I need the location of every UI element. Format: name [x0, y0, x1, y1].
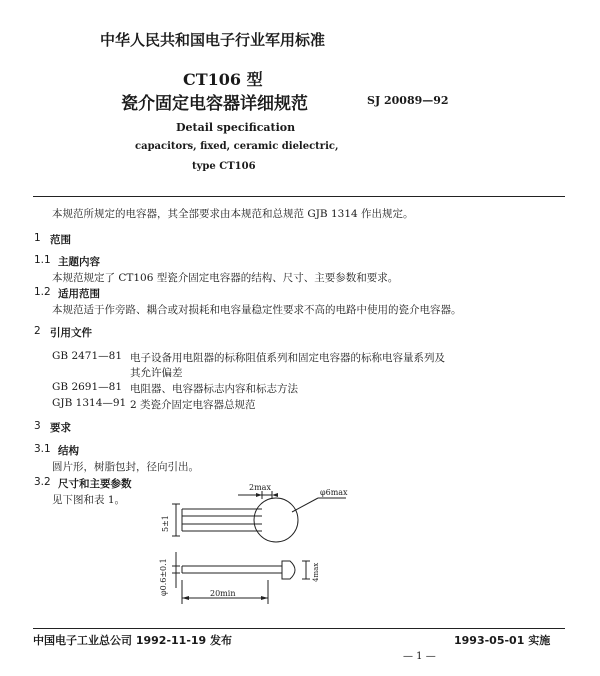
reference-code: GJB 1314—91	[52, 397, 127, 409]
reference-title: 电子设备用电阻器的标称阻值系列和固定电容器的标称电容量系列及	[130, 352, 445, 364]
section-1-number: 1	[34, 232, 41, 244]
dim-label-body-thickness: 4max	[312, 562, 320, 582]
dim-label-lead-length: 20min	[210, 589, 236, 598]
footer-rule	[33, 628, 565, 629]
issuing-agency: 中华人民共和国电子行业军用标准	[100, 31, 326, 49]
section-3-number: 3	[34, 420, 41, 432]
section-2-number: 2	[34, 325, 41, 337]
page-number: — 1 —	[403, 651, 436, 662]
document-title: 瓷介固定电容器详细规范	[121, 94, 308, 114]
dim-label-lead-spacing: 5±1	[161, 515, 170, 532]
issue-date: 中国电子工业总公司 1992-11-19 发布	[33, 634, 233, 647]
reference-title: 电阻器、电容器标志内容和标志方法	[130, 383, 298, 395]
dim-label-diameter: φ6max	[320, 488, 348, 497]
standard-number: SJ 20089—92	[367, 94, 449, 107]
reference-code: GB 2691—81	[52, 381, 123, 393]
dim-label-thickness: 2max	[249, 483, 271, 492]
dim-label-lead-diameter: φ0.6±0.1	[159, 558, 168, 596]
reference-title-cont: 其允许偏差	[130, 367, 183, 379]
section-3-2-body: 见下图和表 1。	[52, 494, 126, 506]
section-1-1-number: 1.1	[34, 254, 51, 266]
title-en-line3: type CT106	[192, 161, 256, 172]
reference-title: 2 类瓷介固定电容器总规范	[130, 399, 256, 411]
section-1-title: 范围	[50, 234, 71, 246]
section-3-1-body: 圆片形，树脂包封，径向引出。	[52, 461, 199, 473]
section-1-2-title: 适用范围	[58, 288, 100, 300]
section-1-2-body: 本规范适于作旁路、耦合或对损耗和电容量稳定性要求不高的电路中使用的瓷介电容器。	[52, 304, 462, 316]
effective-date: 1993-05-01 实施	[454, 634, 551, 647]
section-3-2-number: 3.2	[34, 476, 51, 488]
section-1-1-body: 本规范规定了 CT106 型瓷介固定电容器的结构、尺寸、主要参数和要求。	[52, 272, 399, 284]
title-en-line2: capacitors, fixed, ceramic dielectric,	[135, 141, 339, 152]
dim-leader-diameter	[292, 498, 318, 512]
capacitor-body-side	[282, 561, 295, 579]
section-3-title: 要求	[50, 422, 71, 434]
reference-code: GB 2471—81	[52, 350, 123, 362]
section-3-2-title: 尺寸和主要参数	[58, 478, 132, 490]
capacitor-disc-outline	[254, 498, 298, 542]
title-en-line1: Detail specification	[176, 121, 296, 134]
section-2-title: 引用文件	[50, 327, 92, 339]
section-3-1-title: 结构	[58, 445, 79, 457]
section-1-1-title: 主题内容	[58, 256, 100, 268]
section-1-2-number: 1.2	[34, 286, 51, 298]
intro-paragraph: 本规范所规定的电容器，其全部要求由本规范和总规范 GJB 1314 作出规定。	[52, 208, 414, 220]
model-label: CT106 型	[183, 70, 263, 89]
section-3-1-number: 3.1	[34, 443, 51, 455]
